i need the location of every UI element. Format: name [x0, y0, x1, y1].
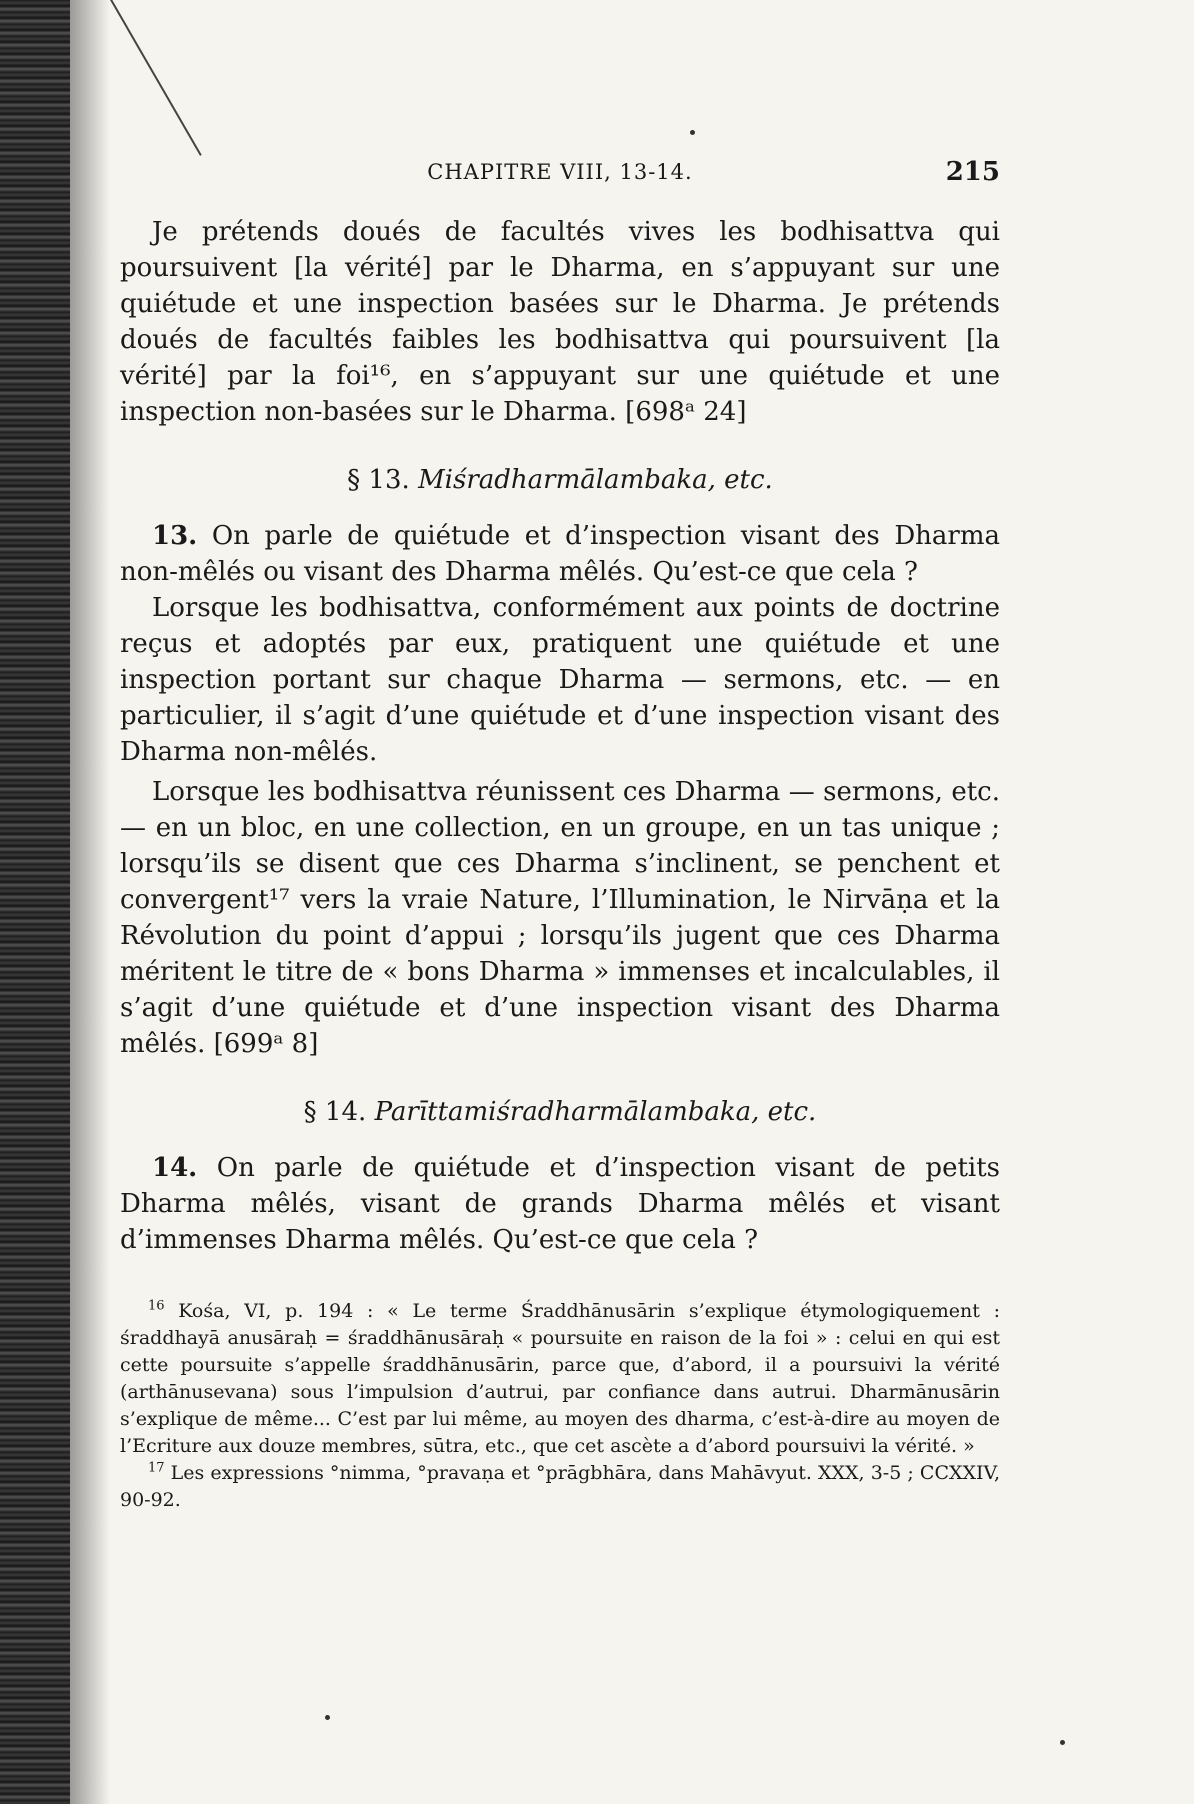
section-13-prefix: § 13.: [347, 465, 410, 495]
scan-speck: [1060, 1740, 1065, 1745]
section-13-paragraph-2: Lorsque les bodhisattva, conformément aux points de doctrine reçus et adoptés par eux, pratiquent une quiétude et une inspection portant sur chaque Dharma — sermons, etc. — en particulier, il s’agit d’une quiétude et d’une inspection visant des Dharma non-mêlés.: [120, 593, 1000, 767]
section-14-number: 14.: [152, 1153, 198, 1183]
section-13-number: 13.: [152, 521, 198, 551]
footnote-17: [120, 1460, 1000, 1514]
binding-fade: [70, 0, 110, 1804]
section-13-title: Miśradharmālambaka, etc.: [418, 465, 773, 495]
page-content: [120, 150, 1000, 1514]
binding-shadow: [0, 0, 70, 1804]
section-13-heading: [120, 462, 1000, 498]
footnotes: [120, 1298, 1000, 1514]
running-head: CHAPITRE VIII, 13-14.: [427, 160, 693, 184]
page-number: 215: [945, 157, 1000, 187]
section-14-title: Parīttamiśradharmālambaka, etc.: [374, 1097, 817, 1127]
scan-artifact-line: [110, 0, 202, 156]
section-14-paragraph-1: [120, 1150, 1000, 1258]
section-13-paragraph-3: Lorsque les bodhisattva réunissent ces Dharma — sermons, etc. — en un bloc, en une collection, en un groupe, en un tas unique ; lorsqu’ils se disent que ces Dharma s’inclinent, se penchent et convergent¹⁷ vers la vraie Nature, l’Illumination, le Nirvāṇa et la Révolution du point d’appui ; lorsqu’ils jugent que ces Dharma méritent le titre de « bons Dharma » immenses et incalculables, il s’agit d’une quiétude et d’une inspection visant des Dharma mêlés. [699ᵃ 8]: [120, 777, 1000, 1059]
section-13-paragraph-1: [120, 518, 1000, 590]
page-header: [120, 150, 1000, 200]
scan-speck: [325, 1715, 330, 1720]
section-13-para1-text: On parle de quiétude et d’inspection visant des Dharma non-mêlés ou visant des Dharma mêlés. Qu’est-ce que cela ?: [120, 521, 1001, 587]
footnote-16: [120, 1298, 1000, 1460]
intro-paragraph: Je prétends doués de facultés vives les bodhisattva qui poursuivent [la vérité] par le Dharma, en s’appuyant sur une quiétude et une inspection basées sur le Dharma. Je prétends doués de facultés faibles les bodhisattva qui poursuivent [la vérité] par la foi¹⁶, en s’appuyant sur une quiétude et une inspection non-basées sur le Dharma. [698ᵃ 24]: [120, 217, 1000, 427]
footnote-17-text: Les expressions °nimma, °pravaṇa et °prāgbhāra, dans Mahāvyut. XXX, 3-5 ; CCXXIV, 90-92.: [120, 1462, 1000, 1511]
section-14-prefix: § 14.: [303, 1097, 367, 1127]
footnote-16-mark: 16: [148, 1298, 165, 1314]
section-14-para1-text: On parle de quiétude et d’inspection visant de petits Dharma mêlés, visant de grands Dharma mêlés et visant d’immenses Dharma mêlés. Qu’est-ce que cela ?: [120, 1153, 1001, 1255]
footnote-16-text: Kośa, VI, p. 194 : « Le terme Śraddhānusārin s’explique étymologiquement : śraddhayā anusāraḥ = śraddhānusāraḥ « poursuite en raison de la foi » : celui en qui est cette poursuite s’appelle śraddhānusārin, parce que, d’abord, il a poursuivi la vérité (arthānusevana) sous l’impulsion d’autrui, par confiance dans autrui. Dharmānusārin s’explique de même... C’est par lui même, au moyen des dharma, c’est-à-dire au moyen de l’Ecriture aux douze membres, sūtra, etc., que cet ascète a d’abord poursuivi la vérité. »: [120, 1300, 1000, 1457]
section-14-heading: [120, 1094, 1000, 1130]
scan-speck: [690, 130, 695, 135]
footnote-17-mark: 17: [148, 1460, 165, 1476]
